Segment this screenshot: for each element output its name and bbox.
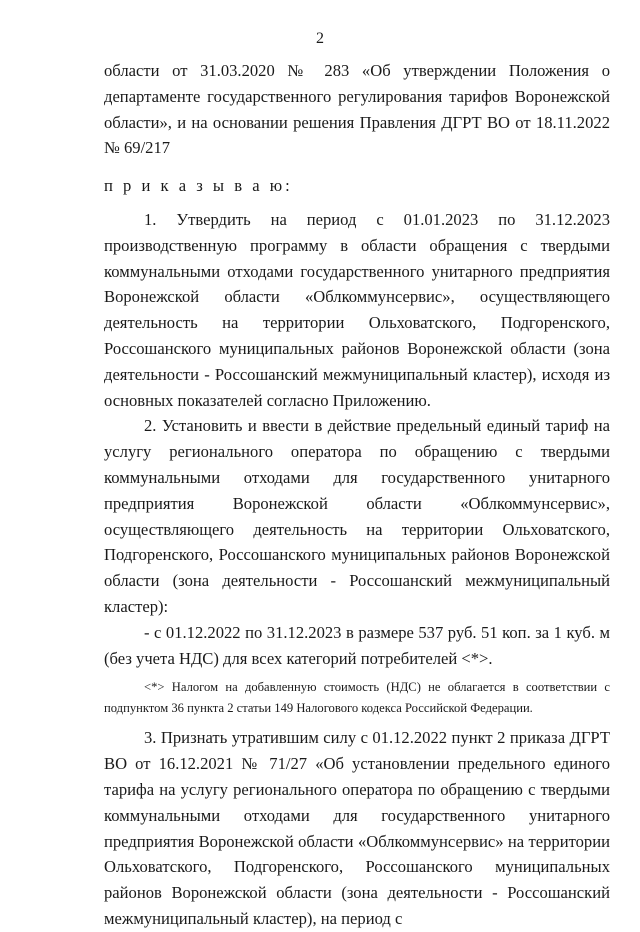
order-word: п р и к а з ы в а ю: (104, 176, 293, 196)
paragraph-preamble: области от 31.03.2020 № 283 «Об утверждении Положения о департаменте государственного регулирования тарифов Воронежской области», и на основании решения Правления ДГРТ ВО от 18.11.2022 № 69/217 (104, 61, 610, 158)
paragraph-3: 3. Признать утратившим силу с 01.12.2022 пункт 2 приказа ДГРТ ВО от 16.12.2021 № 71/27 «Об установлении предельного единого тарифа на услугу регионального оператора по обращению с твердыми коммунальными отходами для государственного унитарного предприятия Воронежской области «Облкоммунсервис» на территории Ольховатского, Подгоренского, Россошанского муниципальных районов Воронежской области (зона деятельности - Россошанский межмуниципальный кластер), на период с (104, 728, 610, 928)
document-body (104, 58, 610, 932)
footnote: <*> Налогом на добавленную стоимость (НДС) не облагается в соответствии с подпунктом 36 пункта 2 статьи 149 Налогового кодекса Российской Федерации. (104, 680, 610, 716)
page-number: 2 (316, 30, 324, 47)
paragraph-1: 1. Утвердить на период с 01.01.2023 по 31.12.2023 производственную программу в области обращения с твердыми коммунальными отходами государственного унитарного предприятия Воронежской области «Облкоммунсервис», осуществляющего деятельность на территории Ольховатского, Подгоренского, Россошанского муниципальных районов Воронежской области (зона деятельности - Россошанский межмуниципальный кластер), исходя из основных показателей согласно Приложению. (104, 209, 610, 410)
paragraph-2-item: - с 01.12.2022 по 31.12.2023 в размере 537 руб. 51 коп. за 1 куб. м (без учета НДС) для всех категорий потребителей <*>. (104, 622, 610, 668)
paragraph-2: 2. Установить и ввести в действие предельный единый тариф на услугу регионального оператора по обращению с твердыми коммунальными отходами для государственного унитарного предприятия Воронежской области «Облкоммунсервис», осуществляющего деятельность на территории Ольховатского, Подгоренского, Россошанского муниципальных районов Воронежской области (зона деятельности - Россошанский межмуниципальный кластер): (104, 416, 610, 616)
